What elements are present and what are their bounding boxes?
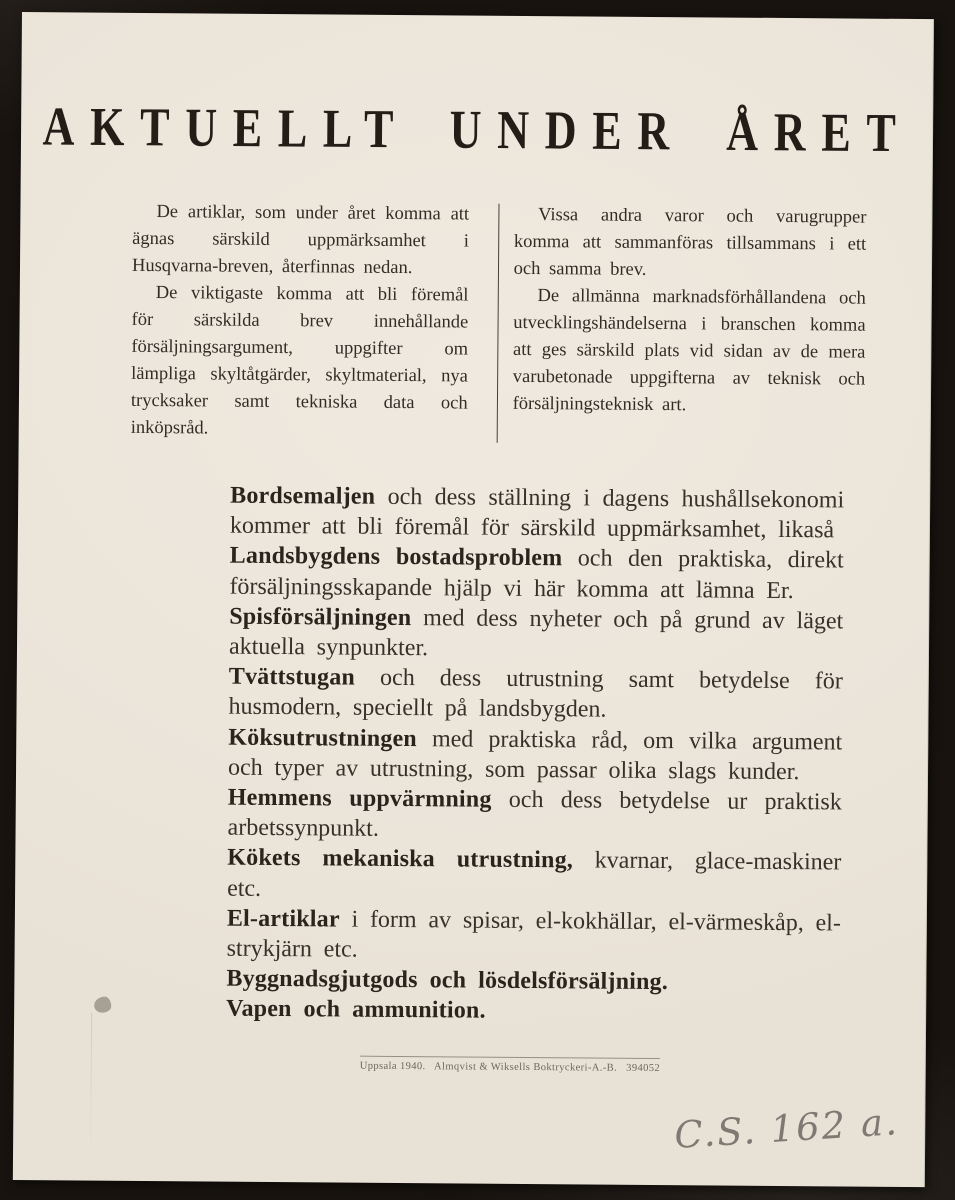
topics-list (226, 481, 844, 1029)
topic-rest: kvarnar, glace-maskiner etc. (227, 847, 842, 902)
topic-lead: Bordsemaljen (230, 482, 376, 510)
page-title: AKTUELLT UNDER ÅRET (42, 95, 912, 164)
handwritten-archive-note: C.S. 162 a. (673, 1100, 901, 1157)
paper-smudge (94, 997, 111, 1013)
topic-item-hemmens-uppvarmning (227, 783, 841, 848)
topic-item-landsbygdens-bostadsproblem (229, 541, 843, 606)
topic-item-tvattstugan (228, 662, 842, 727)
column-divider-rule (496, 204, 499, 443)
topic-item-byggnadsgjutgods (226, 964, 840, 999)
topic-item-el-artiklar (227, 903, 841, 968)
intro-right-paragraph-1: Vissa andra varor och varugrupper komma att sammanföras tillsammans i ett och samma brev. (513, 205, 867, 280)
topic-item-bordsemaljen (230, 481, 844, 546)
topic-lead: Tvättstugan (228, 663, 356, 691)
topic-lead: El-artiklar (226, 905, 340, 933)
topic-rest: med praktiska råd, om vilka argument och typer av utrustning, som passar olika slags kunder. (227, 725, 843, 785)
topic-lead: Köksutrustningen (228, 724, 418, 752)
topic-lead: Hemmens uppvärmning (227, 784, 492, 813)
intro-right-paragraph-2: De allmänna marknadsförhållandena och utvecklingshändelserna i branschen komma att ges särskild plats vid sidan av de mera varubetonade uppgifterna av teknisk och försäljningsteknisk art. (512, 286, 866, 416)
topic-item-spisforsaljningen (229, 601, 843, 666)
topic-rest: och dess betydelse ur praktisk arbetssynpunkt. (227, 786, 842, 843)
intro-left-column (131, 199, 470, 445)
topic-lead: Byggnadsgjutgods och lösdelsförsäljning. (226, 965, 669, 996)
topic-rest: i form av spisar, el-kokhällar, el-värmeskåp, el-strykjärn etc. (226, 906, 841, 963)
intro-columns (131, 199, 867, 448)
topic-rest: och dess utrustning samt betydelse för husmodern, speciellt på landsbygden. (228, 664, 843, 724)
intro-left-paragraph-2: De viktigaste komma att bli föremål för särskilda brev innehållande försäljningsargument, uppgifter om lämpliga skyltåtgärder, skyltmaterial, nya trycksaker samt tekniska data och inköpsråd. (130, 283, 469, 439)
paper-crease (90, 1013, 92, 1158)
topic-item-vapen-och-ammunition (226, 994, 840, 1029)
topic-lead: Landsbygdens bostadsproblem (229, 543, 563, 572)
topic-rest: och dess ställning i dagens hushållsekonomi kommer att bli föremål för särskild uppmärksamhet, likaså (229, 483, 845, 544)
topic-lead: Kökets mekaniska utrustning, (227, 845, 574, 874)
topic-rest: med dess nyheter och på grund av läget aktuella synpunkter. (228, 604, 844, 662)
topic-item-kokets-mekaniska-utrustning (227, 843, 841, 908)
intro-right-column (512, 202, 866, 448)
topic-item-koksutrustningen (228, 722, 842, 787)
document-page (13, 12, 934, 1187)
topic-lead: Vapen och ammunition. (226, 996, 486, 1025)
printer-imprint: Uppsala 1940. Almqvist & Wiksells Boktryckeri-A.-B. 394052 (360, 1056, 660, 1074)
intro-left-paragraph-1: De artiklar, som under året komma att ägnas särskild uppmärksamhet i Husqvarna-breven, återfinnas nedan. (131, 202, 470, 279)
topic-rest: och den praktiska, direkt försäljningsskapande hjälp vi här komma att lämna Er. (229, 545, 844, 604)
topic-lead: Spisförsäljningen (229, 603, 412, 631)
